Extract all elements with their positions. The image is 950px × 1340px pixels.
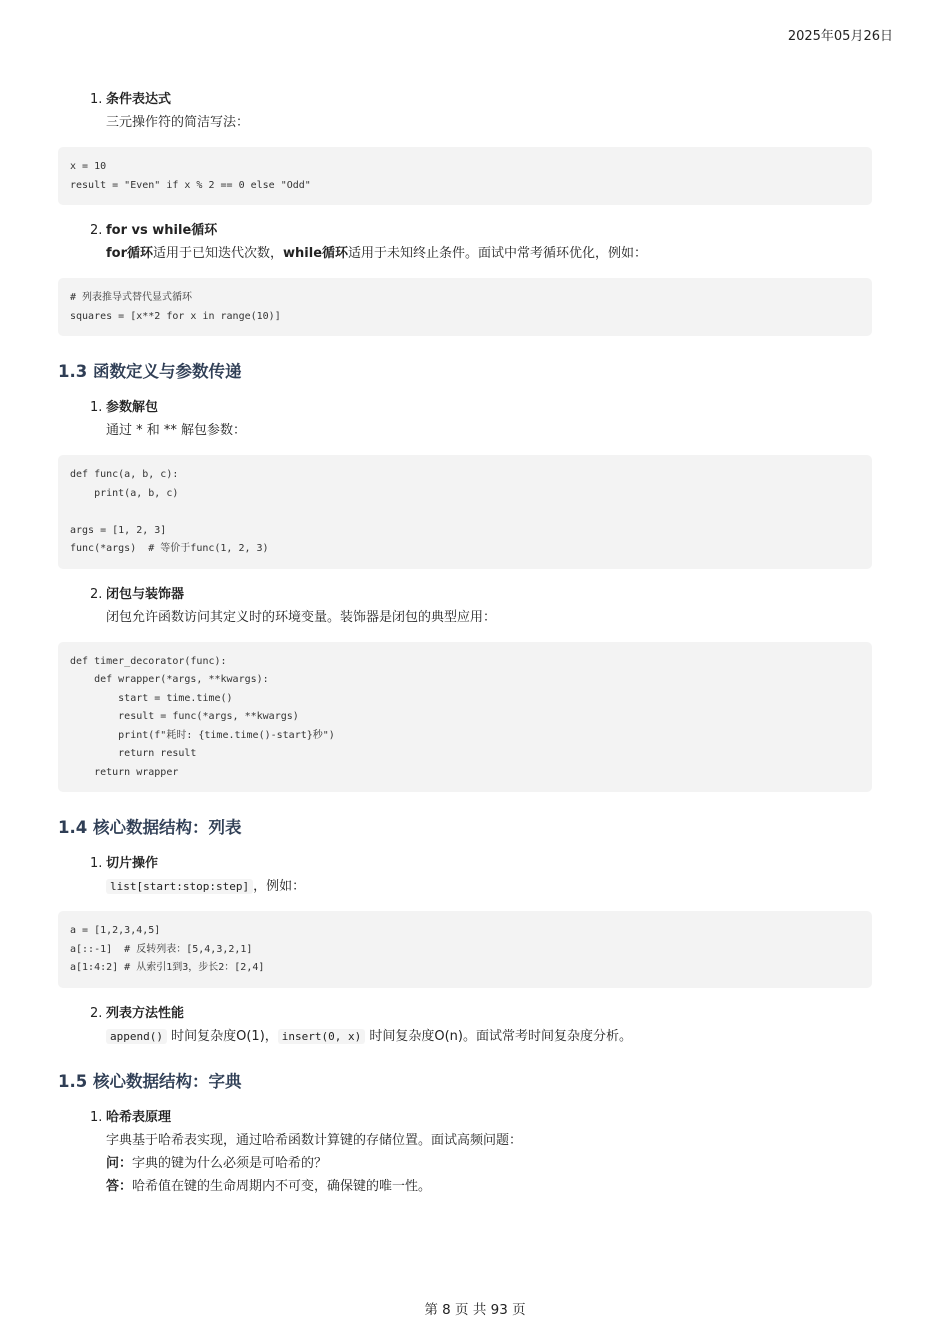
list-item-list-performance [58,1002,872,1048]
list-item-argument-unpacking [58,396,872,442]
code-block-list-comprehension: # 列表推导式替代显式循环 squares = [x**2 for x in range(10)] [58,278,872,336]
code-block-slicing: a = [1,2,3,4,5] a[::-1] # 反转列表：[5,4,3,2,1] a[1:4:2] # 从索引1到3，步长2：[2,4] [58,911,872,988]
item-title: 闭包与装饰器 [106,586,185,602]
inline-code: append() [106,1029,167,1044]
section-heading: 1.5 核心数据结构：字典 [58,1071,242,1091]
item-description: 闭包允许函数访问其定义时的环境变量。装饰器是闭包的典型应用： [106,609,497,625]
item-number: 1. [90,856,103,871]
answer-text: 哈希值在键的生命周期内不可变，确保键的唯一性。 [132,1178,432,1194]
item-number: 2. [90,1005,103,1021]
desc-text: 适用于已知迭代次数， [153,246,284,261]
list-item-closure-decorator [58,583,872,629]
faq-question [106,1152,872,1175]
item-title: 切片操作 [106,856,159,871]
item-title: for vs while循环 [106,223,218,238]
page-date: 2025年05月26日 [787,29,893,44]
item-title: 条件表达式 [106,92,172,107]
answer-label: 答： [106,1178,133,1194]
bold-term: while循环 [283,246,349,261]
item-number: 1. [90,92,103,107]
item-number: 2. [90,586,103,602]
item-description [106,1025,872,1048]
item-title: 参数解包 [106,400,159,415]
code-block-decorator: def timer_decorator(func): def wrapper(*args, **kwargs): start = time.time() result = func(*args, **kwargs) print(f"耗时: {time.time()-start}秒") return result return wrapper [58,642,872,793]
page-number-footer: 第 8 页 共 93 页 [424,1302,526,1318]
item-description [106,875,872,898]
faq-answer [106,1175,872,1198]
desc-text: 时间复杂度O(n)。面试常考时间复杂度分析。 [365,1028,632,1044]
code-block-unpacking: def func(a, b, c): print(a, b, c) args = [1, 2, 3] func(*args) # 等价于func(1, 2, 3) [58,455,872,569]
item-title: 哈希表原理 [106,1109,172,1125]
question-label: 问： [106,1155,133,1171]
desc-text: ，例如： [253,879,306,894]
desc-text: 适用于未知终止条件。面试中常考循环优化，例如： [348,246,648,261]
page-content [58,88,872,1198]
section-heading: 1.4 核心数据结构：列表 [58,818,242,837]
list-item-hash-table [58,1106,872,1198]
code-block-ternary: x = 10 result = "Even" if x % 2 == 0 else "Odd" [58,147,872,205]
desc-text: 时间复杂度O(1)， [166,1028,278,1044]
item-number: 1. [90,1109,103,1125]
item-description: 通过 * 和 ** 解包参数： [106,423,247,438]
item-number: 1. [90,400,103,415]
section-heading: 1.3 函数定义与参数传递 [58,362,242,381]
question-text: 字典的键为什么必须是可哈希的？ [132,1155,328,1171]
item-description: 三元操作符的简洁写法： [106,115,250,130]
inline-code: insert(0, x) [278,1029,365,1044]
inline-code: list[start:stop:step] [106,879,253,894]
list-item-for-vs-while [58,219,872,265]
item-description [106,242,872,265]
item-title: 列表方法性能 [106,1005,185,1021]
list-item-slicing [58,852,872,898]
item-description: 字典基于哈希表实现，通过哈希函数计算键的存储位置。面试高频问题： [106,1132,523,1148]
bold-term: for循环 [106,246,153,261]
item-number: 2. [90,223,103,238]
list-item-conditional-expression [58,88,872,134]
